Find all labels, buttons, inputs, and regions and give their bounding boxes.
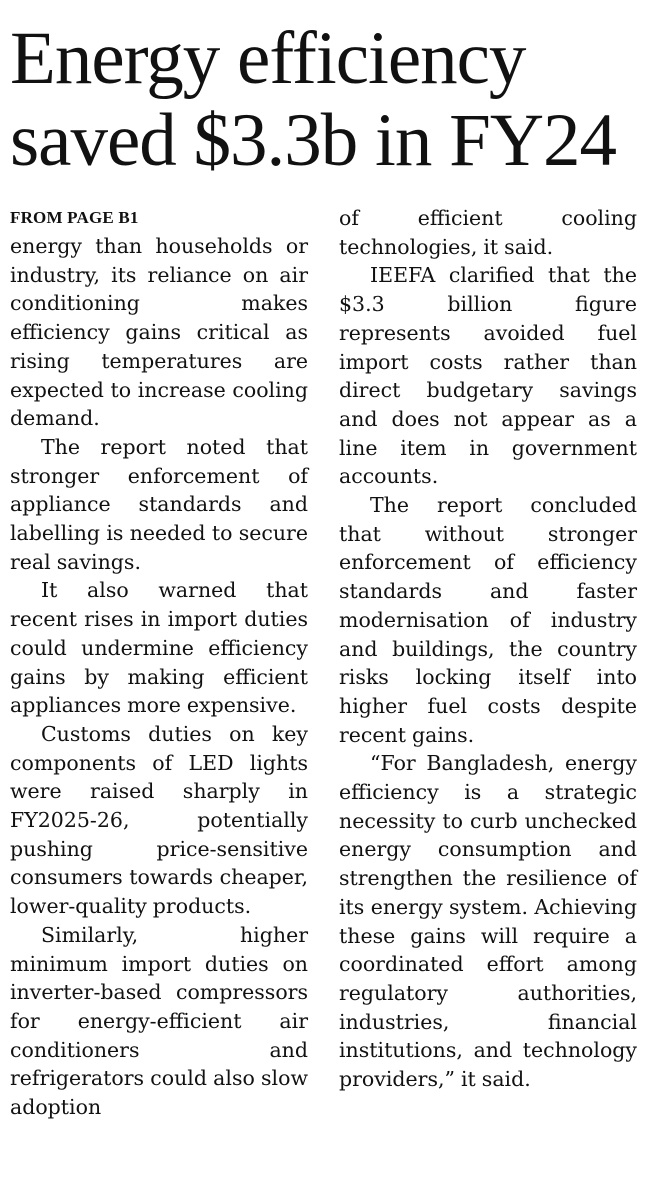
body-paragraph: It also warned that recent rises in import duties could undermine efficiency gains by making efficient appliances more expensive. [10,578,308,718]
left-column [10,204,308,1122]
right-column [339,204,637,1094]
body-paragraph: energy than households or industry, its reliance on air conditioning makes efficiency gains critical as rising temperatures are expected to increase cooling demand. [10,234,308,431]
body-paragraph: The report concluded that without stronger enforcement of efficiency standards and faster modernisation of industry and buildings, the country risks locking itself into higher fuel costs despite recent gains. [339,493,637,747]
quote-paragraph: “For Bangladesh, energy efficiency is a strategic necessity to curb unchecked energy consumption and strengthen the resilience of its energy system. Achieving these gains will require a coordinated effort among regulatory authorities, industries, financial institutions, and technology providers,” it said. [339,751,637,1092]
body-paragraph: IEEFA clarified that the $3.3 billion figure represents avoided fuel import costs rather than direct budgetary savings and does not appear as a line item in government accounts. [339,263,637,489]
headline-line-2: saved $3.3b in FY24 [10,99,616,182]
body-paragraph: Similarly, higher minimum import duties on inverter-based compressors for energy-efficient air conditioners and refrigerators could also slow adoption [10,922,308,1120]
body-paragraph: Customs duties on key components of LED lights were raised sharply in FY2025-26, potentially pushing price-sensitive consumers towards cheaper, lower-quality products. [10,721,308,919]
body-paragraph: The report noted that stronger enforcement of appliance standards and labelling is needed to secure real savings. [10,434,308,574]
continued-from-label: FROM PAGE B1 [10,208,139,227]
body-paragraph: of efficient cooling technologies, it said. [339,206,637,259]
headline-line-1: Energy efficiency [10,17,526,100]
headline [10,18,642,182]
